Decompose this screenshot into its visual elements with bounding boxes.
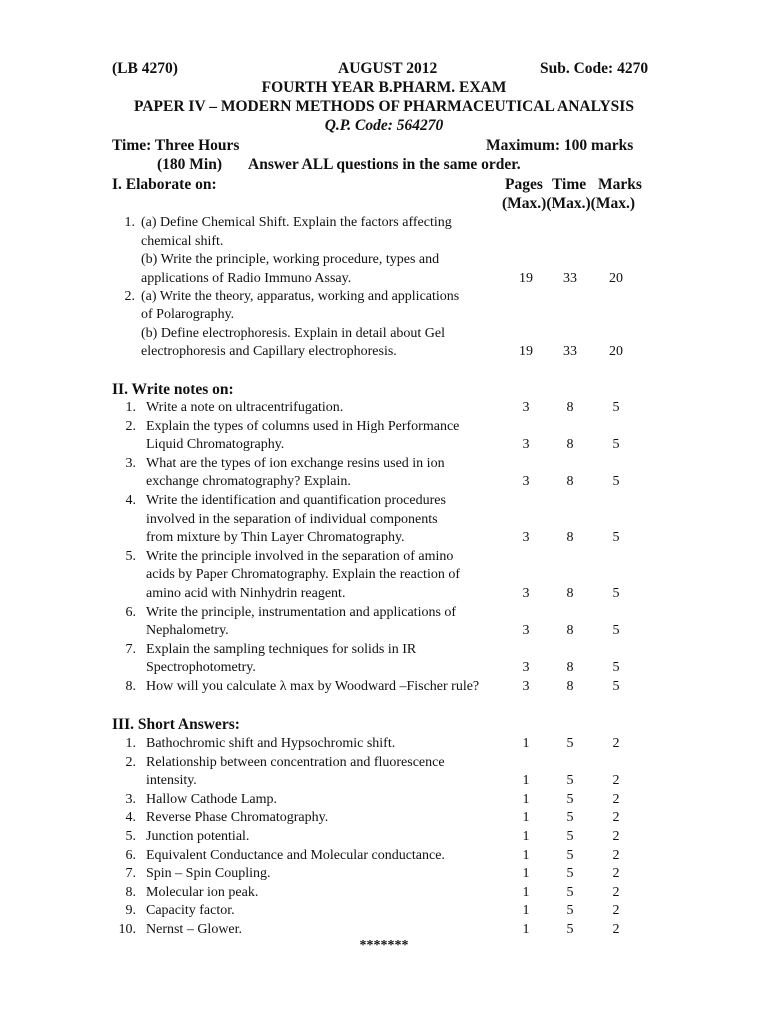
question-number: 2. [125,754,136,770]
time-value: 8 [566,660,574,676]
marks-value: 2 [612,829,620,844]
exam-title: FOURTH YEAR B.PHARM. EXAM [261,79,507,96]
question-line: amino acid with Ninhydrin reagent. [146,586,346,601]
marks-value: 2 [612,773,620,789]
question-line: exchange chromatography? Explain. [146,474,351,490]
marks-value: 20 [609,271,623,286]
time-value: 8 [566,530,574,546]
time-value: 33 [563,271,577,286]
time-value: 5 [566,810,574,826]
question-line: Bathochromic shift and Hypsochromic shift. [146,736,396,751]
question-number: 3. [125,455,136,471]
time-value: 5 [566,736,574,751]
time-value: 5 [566,847,574,863]
question-line: intensity. [146,773,197,789]
marks-value: 2 [612,866,620,882]
marks-value: 2 [612,884,620,900]
marks-value: 5 [612,474,620,490]
question-line: from mixture by Thin Layer Chromatography. [146,530,405,546]
pages-value: 3 [522,623,530,639]
time-allowed: Time: Three Hours [112,137,240,154]
marks-value: 5 [612,437,620,453]
marks-value: 2 [612,736,620,751]
marks-value: 20 [609,344,623,359]
time-value: 5 [566,884,574,900]
question-number: 1. [125,400,136,415]
pages-value: 1 [522,922,530,937]
question-number: 7. [125,641,136,657]
marks-value: 5 [612,660,620,676]
section-3-title: III. Short Answers: [112,716,240,733]
marks-value: 2 [612,922,620,937]
question-number: 2. [125,418,136,434]
question-number: 5. [125,829,136,844]
instruction: Answer ALL questions in the same order. [248,156,521,173]
question-line: Explain the types of columns used in High Performance [146,418,460,434]
marks-value: 2 [612,791,620,807]
maximum-marks: Maximum: 100 marks [486,137,634,154]
question-line: Capacity factor. [146,903,235,919]
time-value: 8 [566,400,574,415]
time-value: 5 [566,829,574,844]
question-line: Write a note on ultracentrifugation. [146,400,344,415]
pages-value: 3 [522,660,530,676]
pages-value: 3 [522,437,530,453]
pages-value: 1 [522,884,530,900]
question-line: Write the identification and quantification procedures [146,493,446,508]
exam-code: (LB 4270) [112,60,178,77]
question-line: (a) Write the theory, apparatus, working and applications [141,289,460,304]
question-line: Write the principle involved in the separation of amino [146,548,454,564]
pages-value: 1 [522,791,530,807]
pages-value: 1 [522,866,530,882]
qp-code: Q.P. Code: 564270 [324,117,444,134]
time-value: 8 [566,623,574,639]
pages-value: 3 [522,586,530,601]
question-number: 10. [118,922,136,937]
question-number: 8. [125,884,136,900]
pages-value: 1 [522,773,530,789]
question-line: Spin – Spin Coupling. [146,866,271,882]
end-marker: ******* [359,938,409,953]
question-line: Nephalometry. [146,623,229,639]
question-line: Equivalent Conductance and Molecular conductance. [146,847,445,863]
pages-value: 1 [522,829,530,844]
time-value: 5 [566,903,574,919]
question-line: applications of Radio Immuno Assay. [141,271,352,286]
marks-value: 5 [612,679,620,694]
question-line: Reverse Phase Chromatography. [146,810,329,826]
question-line: Write the principle, instrumentation and applications of [146,604,457,620]
question-line: Explain the sampling techniques for solids in IR [146,641,417,657]
marks-value: 2 [612,810,620,826]
col-pages-header: Pages [505,176,543,193]
question-number: 5. [125,548,136,564]
question-line: of Polarography. [141,307,235,322]
question-number: 6. [125,847,136,863]
question-number: 1. [125,736,136,751]
time-value: 5 [566,866,574,882]
pages-value: 3 [522,679,530,694]
question-line: Relationship between concentration and fluorescence [146,754,445,770]
section-2-title: II. Write notes on: [112,381,234,398]
question-number: 9. [125,903,136,919]
marks-value: 5 [612,400,620,415]
question-number: 3. [125,791,136,807]
pages-value: 1 [522,847,530,863]
marks-value: 2 [612,903,620,919]
pages-value: 3 [522,400,530,415]
question-number: 8. [125,679,136,694]
question-line: Nernst – Glower. [146,922,243,937]
time-value: 5 [566,791,574,807]
question-line: (b) Write the principle, working procedure, types and [141,252,440,267]
pages-value: 1 [522,903,530,919]
time-value: 8 [566,437,574,453]
subject-code: Sub. Code: 4270 [540,60,649,77]
question-line: involved in the separation of individual components [146,511,438,527]
time-value: 33 [563,344,577,359]
exam-date: AUGUST 2012 [338,60,438,77]
question-line: Hallow Cathode Lamp. [146,791,278,807]
question-line: Junction potential. [146,829,250,844]
question-line: (a) Define Chemical Shift. Explain the factors affecting [141,215,452,230]
section-1-title: I. Elaborate on: [112,176,217,193]
time-minutes: (180 Min) [157,156,223,173]
pages-value: 1 [522,736,530,751]
pages-value: 19 [519,271,533,286]
question-line: Molecular ion peak. [146,884,259,900]
pages-value: 1 [522,810,530,826]
question-line: How will you calculate λ max by Woodward –Fischer rule? [146,679,480,694]
time-value: 5 [566,922,574,937]
marks-value: 5 [612,586,620,601]
question-number: 4. [125,493,136,508]
question-line: (b) Define electrophoresis. Explain in detail about Gel [141,326,446,341]
pages-value: 19 [519,344,533,359]
question-line: Spectrophotometry. [146,660,256,676]
time-value: 8 [566,474,574,490]
pages-value: 3 [522,530,530,546]
question-line: Liquid Chromatography. [146,437,285,453]
marks-value: 5 [612,530,620,546]
question-number: 4. [125,810,136,826]
question-number: 2. [124,289,135,304]
paper-title: PAPER IV – MODERN METHODS OF PHARMACEUTICAL ANALYSIS [134,98,634,115]
time-value: 8 [566,586,574,601]
col-marks-header: Marks [598,176,642,193]
marks-value: 5 [612,623,620,639]
question-line: acids by Paper Chromatography. Explain the reaction of [146,567,460,583]
marks-value: 2 [612,847,620,863]
question-number: 7. [125,866,136,882]
question-number: 1. [124,215,135,230]
time-value: 8 [566,679,574,694]
col-time-header: Time [552,176,587,193]
question-line: electrophoresis and Capillary electrophoresis. [141,344,397,359]
pages-value: 3 [522,474,530,490]
question-line: chemical shift. [141,234,224,249]
col-max-row: (Max.)(Max.)(Max.) [502,195,635,212]
time-value: 5 [566,773,574,789]
question-line: What are the types of ion exchange resins used in ion [146,455,445,471]
question-number: 6. [125,604,136,620]
